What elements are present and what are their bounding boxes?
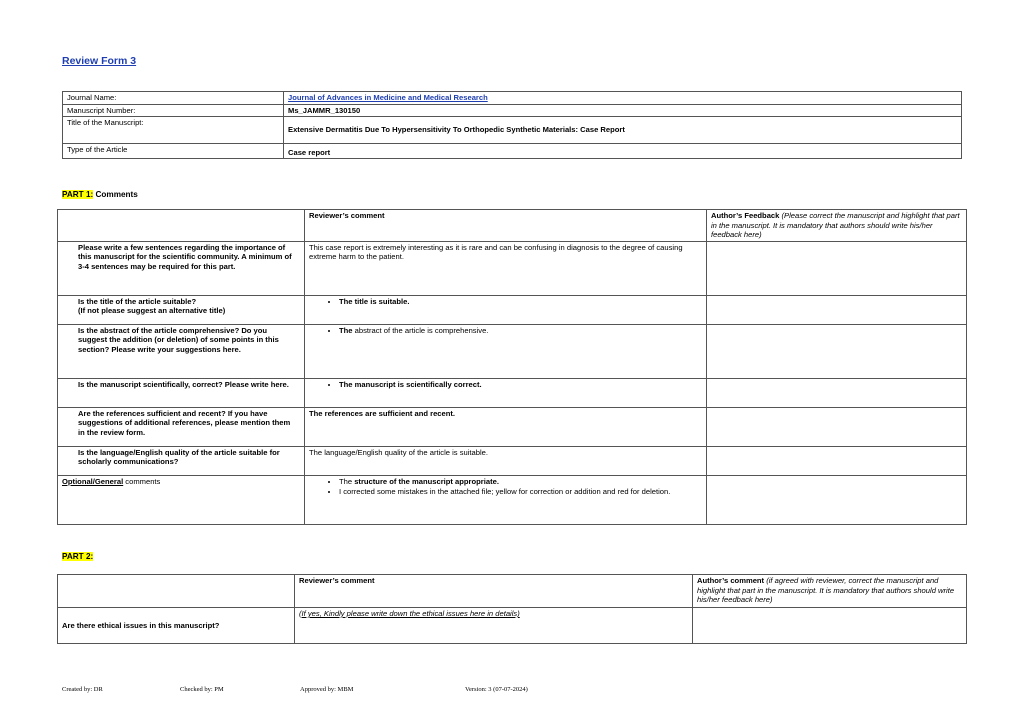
question-abstract: Is the abstract of the article comprehensive? Do you suggest the addition (or deletion) of some points in this section? Please write your suggestions here.	[58, 324, 305, 378]
footer-checked: Checked by: PM	[180, 686, 224, 693]
optional-general-comments	[305, 475, 707, 524]
table-row	[58, 241, 967, 295]
part2-heading	[62, 552, 93, 561]
author-feedback-cell[interactable]	[707, 241, 967, 295]
table-row	[58, 608, 967, 644]
part1-suffix: Comments	[93, 190, 138, 199]
footer-approved: Approved by: MBM	[300, 686, 354, 693]
question-title: Is the title of the article suitable? (If not please suggest an alternative title)	[58, 295, 305, 324]
article-type-label: Type of the Article	[63, 144, 284, 159]
part1-table	[57, 209, 967, 525]
header-reviewer-comment: Reviewer’s comment	[305, 210, 707, 242]
part1-label: PART 1:	[62, 190, 94, 199]
manuscript-number-value: Ms_JAMMR_130150	[284, 104, 962, 117]
question-importance: Please write a few sentences regarding the importance of this manuscript for the scientific community. A minimum of 3-4 sentences may be required for this part.	[58, 241, 305, 295]
comment-references: The references are sufficient and recent.	[305, 407, 707, 446]
table-row	[58, 295, 967, 324]
footer-version: Version: 3 (07-07-2024)	[465, 686, 528, 693]
table-row	[58, 475, 967, 524]
part2-table	[57, 574, 967, 644]
table-row	[58, 446, 967, 475]
header-empty-cell	[58, 575, 295, 608]
author-feedback-cell[interactable]	[707, 407, 967, 446]
manuscript-title-value: Extensive Dermatitis Due To Hypersensitivity To Orthopedic Synthetic Materials: Case Report	[284, 117, 962, 144]
question-language: Is the language/English quality of the article suitable for scholarly communications?	[58, 446, 305, 475]
author-comment-cell[interactable]	[693, 608, 967, 644]
table-row	[58, 378, 967, 407]
manuscript-number-label: Manuscript Number:	[63, 104, 284, 117]
manuscript-info-table	[62, 91, 962, 159]
bullet-item: • I corrected some mistakes in the attached file; yellow for correction or addition and red for deletion.	[339, 487, 702, 497]
author-feedback-cell[interactable]	[707, 475, 967, 524]
question-scientific: Is the manuscript scientifically, correct? Please write here.	[58, 378, 305, 407]
bullet-item: • The abstract of the article is comprehensive.	[339, 326, 702, 336]
author-feedback-cell[interactable]	[707, 295, 967, 324]
form-title: Review Form 3	[62, 55, 137, 67]
author-feedback-cell[interactable]	[707, 324, 967, 378]
table-row	[58, 210, 967, 242]
journal-link[interactable]: Journal of Advances in Medicine and Medical Research	[288, 93, 488, 102]
comment-importance: This case report is extremely interesting as it is rare and can be confusing in diagnosis to the degree of causing extreme harm to the patient.	[305, 241, 707, 295]
comment-ethical: (If yes, Kindly please write down the ethical issues here in details)	[295, 608, 693, 644]
author-feedback-cell[interactable]	[707, 378, 967, 407]
table-row	[58, 407, 967, 446]
table-row	[63, 104, 962, 117]
article-type-value: Case report	[284, 144, 962, 159]
journal-label: Journal Name:	[63, 92, 284, 105]
comment-abstract	[305, 324, 707, 378]
manuscript-title-label: Title of the Manuscript:	[63, 117, 284, 144]
comment-scientific	[305, 378, 707, 407]
part1-heading	[62, 190, 138, 199]
question-ethical: Are there ethical issues in this manuscript?	[58, 608, 295, 644]
bullet-item: • The title is suitable.	[339, 297, 702, 307]
comment-title	[305, 295, 707, 324]
header-reviewer-comment: Reviewer’s comment	[295, 575, 693, 608]
question-references: Are the references sufficient and recent? If you have suggestions of additional references, please mention them in the review form.	[58, 407, 305, 446]
author-feedback-cell[interactable]	[707, 446, 967, 475]
bullet-item: • The structure of the manuscript appropriate.	[339, 477, 702, 487]
table-row	[63, 144, 962, 159]
table-row	[63, 92, 962, 105]
header-author-feedback: Author’s Feedback (Please correct the manuscript and highlight that part in the manuscript. It is mandatory that authors should write his/her feedback here)	[707, 210, 967, 242]
table-row	[63, 117, 962, 144]
comment-language: The language/English quality of the article is suitable.	[305, 446, 707, 475]
table-row	[58, 324, 967, 378]
part2-label: PART 2:	[62, 552, 94, 561]
table-row	[58, 575, 967, 608]
header-author-comment: Author’s comment (if agreed with reviewer, correct the manuscript and highlight that part in the manuscript. It is mandatory that authors should write his/her feedback here)	[693, 575, 967, 608]
footer-created: Created by: DR	[62, 686, 103, 693]
header-empty-cell	[58, 210, 305, 242]
bullet-item: • The manuscript is scientifically correct.	[339, 380, 702, 390]
optional-general-label: Optional/General comments	[58, 475, 305, 524]
